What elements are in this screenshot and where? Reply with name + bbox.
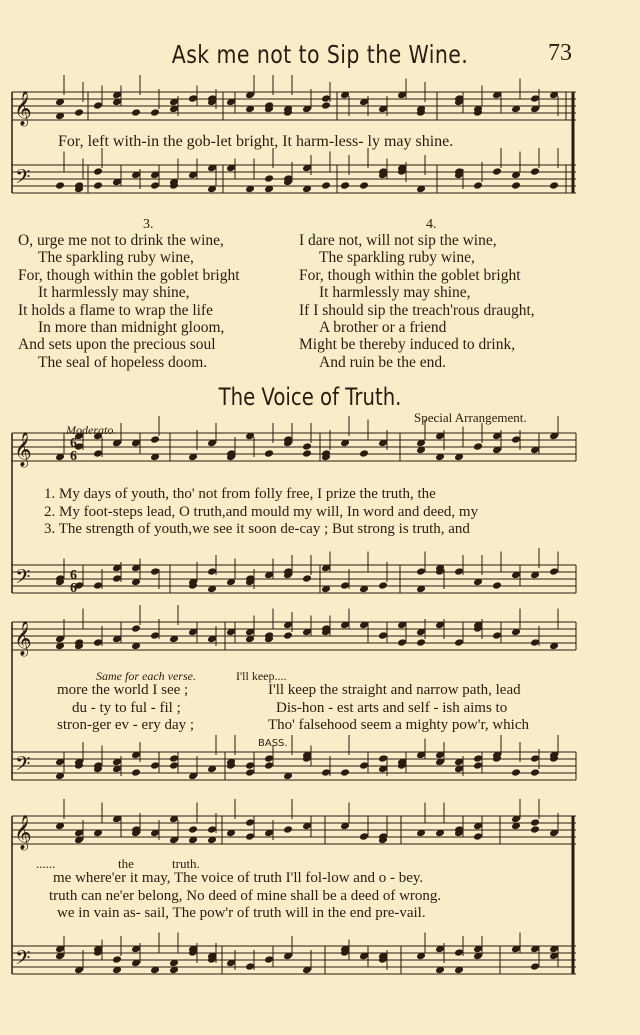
notehead — [188, 94, 198, 103]
notehead — [283, 631, 293, 640]
notehead — [321, 101, 331, 110]
verse-line: I dare not, will not sip the wine, — [299, 232, 497, 249]
notehead — [264, 761, 274, 770]
notehead — [131, 108, 141, 117]
treble-clef: 𝄞 — [14, 815, 32, 850]
notehead — [245, 832, 255, 841]
notehead — [245, 818, 255, 827]
notehead — [321, 768, 331, 777]
verse-line: It harmlessly may shine, — [38, 284, 190, 302]
notehead — [283, 825, 293, 834]
notehead — [264, 174, 274, 183]
notehead — [321, 181, 331, 190]
cue-truth: truth. — [172, 856, 200, 871]
notehead — [359, 181, 369, 190]
verse-line: A brother or a friend — [319, 318, 447, 336]
notehead — [549, 567, 559, 576]
notehead — [473, 754, 483, 763]
notehead — [150, 631, 160, 640]
verse-line: The sparkling ruby wine, — [38, 249, 194, 267]
treble-clef: 𝄞 — [14, 91, 32, 126]
notehead — [511, 768, 521, 777]
notehead — [359, 761, 369, 770]
page-number: 73 — [548, 40, 572, 66]
notehead — [530, 754, 540, 763]
notehead — [473, 832, 483, 841]
bass-label: BASS. — [258, 738, 288, 749]
arrangement-credit: Special Arrangement. — [414, 410, 527, 425]
notehead — [93, 638, 103, 647]
lyric-line: 1. My days of youth, tho' not from folly free, I prize the truth, the — [44, 486, 436, 502]
notehead — [207, 567, 217, 576]
verse4-text — [299, 232, 535, 371]
notehead — [473, 761, 483, 770]
notehead — [93, 167, 103, 176]
notehead — [416, 567, 426, 576]
verse4-number: 4. — [426, 217, 437, 232]
notehead — [530, 818, 540, 827]
notehead — [55, 181, 65, 190]
notehead — [188, 825, 198, 834]
notehead — [264, 955, 274, 964]
notehead — [321, 94, 331, 103]
notehead — [473, 181, 483, 190]
notehead — [74, 108, 84, 117]
notehead — [245, 962, 255, 971]
notehead — [530, 94, 540, 103]
time-signature: 6 — [70, 568, 77, 583]
same-each-verse-note: Same for each verse. — [96, 669, 196, 683]
time-signature: 6 — [70, 581, 77, 596]
verse-line: If I should sip the treach'rous draught, — [299, 301, 535, 319]
notehead — [207, 825, 217, 834]
notehead — [131, 768, 141, 777]
tempo-marking: Moderato. — [66, 423, 117, 437]
notehead — [530, 768, 540, 777]
verse3-number: 3. — [143, 217, 154, 232]
lyric-line: me where'er it may, The voice of truth I'll fol-low and o - bey. — [53, 870, 424, 886]
notehead — [169, 761, 179, 770]
treble-clef: 𝄞 — [14, 621, 32, 656]
cue-the: the — [118, 856, 134, 871]
song1-lyric-line: For, left with-in the gob-let bright, It harm-less- ly may shine. — [58, 133, 454, 150]
song2-system2-lyrics-right — [268, 682, 529, 735]
notehead — [302, 449, 312, 458]
notehead — [359, 449, 369, 458]
notehead — [511, 181, 521, 190]
verse-line: The sparkling ruby wine, — [319, 249, 475, 267]
verse-line: Might be thereby induced to drink, — [299, 336, 516, 354]
lyric-line: du - ty to ful - fil ; — [72, 699, 181, 716]
notehead — [264, 754, 274, 763]
lyric-line: more the world I see ; — [57, 682, 189, 698]
notehead — [397, 638, 407, 647]
notehead — [340, 181, 350, 190]
verse-line: And sets upon the precious soul — [18, 336, 216, 354]
song2-system2-lyrics-left — [57, 682, 194, 735]
bass-clef: 𝄢 — [15, 752, 31, 780]
time-signature: 6 — [70, 436, 77, 451]
notehead — [454, 638, 464, 647]
notehead — [473, 442, 483, 451]
bass-clef: 𝄢 — [15, 946, 31, 974]
notehead — [264, 449, 274, 458]
notehead — [150, 567, 160, 576]
lyric-line: truth can ne'er belong, No deed of mine shall be a deed of wrong. — [49, 887, 442, 904]
notehead — [245, 768, 255, 777]
notehead — [530, 638, 540, 647]
notehead — [549, 181, 559, 190]
lyric-line: 2. My foot-steps lead, O truth,and mould my will, In word and deed, my — [44, 503, 479, 520]
lyric-line: I'll keep the straight and narrow path, lead — [268, 682, 521, 698]
notehead — [93, 181, 103, 190]
notehead — [492, 167, 502, 176]
time-signature: 6 — [70, 449, 77, 464]
notehead — [530, 962, 540, 971]
notehead — [245, 761, 255, 770]
notehead — [492, 631, 502, 640]
verse-line: For, though within the goblet bright — [18, 266, 240, 284]
lyric-line: 3. The strength of youth,we see it soon de-cay ; But strong is truth, and — [44, 521, 470, 537]
verse3-text — [18, 232, 240, 371]
treble-clef: 𝄞 — [14, 432, 32, 467]
bass-clef: 𝄢 — [15, 165, 31, 193]
notehead — [150, 761, 160, 770]
notehead — [150, 435, 160, 444]
ill-keep-cue: I'll keep.... — [236, 669, 287, 683]
notehead — [359, 832, 369, 841]
lyric-line: we in vain as- sail, The pow'r of truth will in the end pre-vail. — [57, 905, 426, 921]
notehead — [511, 435, 521, 444]
notehead — [93, 449, 103, 458]
notehead — [150, 108, 160, 117]
notehead — [454, 948, 464, 957]
notehead — [378, 754, 388, 763]
notehead — [131, 624, 141, 633]
lyric-line: Dis-hon - est arts and self - ish aims to — [276, 699, 508, 716]
notehead — [378, 631, 388, 640]
notehead — [169, 754, 179, 763]
notehead — [112, 955, 122, 964]
notehead — [302, 574, 312, 583]
bass-clef: 𝄢 — [15, 565, 31, 593]
notehead — [378, 581, 388, 590]
notehead — [112, 574, 122, 583]
lyric-line: stron-ger ev - ery day ; — [57, 717, 195, 733]
verse-line: For, though within the goblet bright — [299, 266, 521, 284]
song2-system1-lyrics — [44, 486, 478, 539]
notehead — [302, 442, 312, 451]
lyric-line: Tho' falsehood seem a mighty pow'r, which — [268, 717, 529, 733]
notehead — [93, 101, 103, 110]
verse-line: The seal of hopeless doom. — [38, 353, 208, 371]
cue-dots: ...... — [36, 856, 56, 871]
verse-line: And ruin be the end. — [319, 353, 446, 371]
song2-system3-lyrics — [49, 870, 441, 923]
song1-title: Ask me not to Sip the Wine. — [171, 40, 469, 69]
notehead — [93, 581, 103, 590]
song2-title: The Voice of Truth. — [218, 383, 402, 411]
notehead — [150, 181, 160, 190]
verse-line: O, urge me not to drink the wine, — [18, 232, 224, 249]
notehead — [530, 167, 540, 176]
notehead — [454, 567, 464, 576]
notehead — [340, 768, 350, 777]
verse-line: It holds a flame to wrap the life — [18, 301, 213, 319]
verse-line: It harmlessly may shine, — [319, 284, 471, 302]
notehead — [530, 825, 540, 834]
notehead — [416, 638, 426, 647]
notehead — [492, 581, 502, 590]
notehead — [340, 581, 350, 590]
verse-line: In more than midnight gloom, — [38, 318, 225, 336]
